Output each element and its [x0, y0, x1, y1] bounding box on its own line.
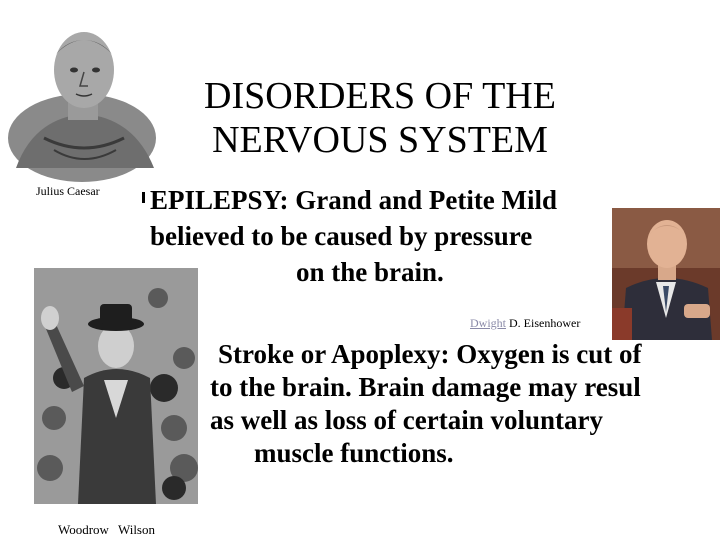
julius-caesar-bust-image — [4, 18, 164, 183]
eisenhower-caption — [470, 316, 580, 331]
woodrow-wilson-photo-image — [34, 268, 198, 504]
epilepsy-text — [150, 182, 670, 290]
caesar-caption: Julius Caesar — [36, 184, 100, 198]
epilepsy-line-3: on the brain. — [296, 257, 444, 287]
epilepsy-line-2: believed to be caused by pressure — [150, 221, 533, 251]
stroke-line-3: as well as loss of certain voluntary — [210, 405, 603, 435]
dwight-link[interactable]: Dwight — [470, 316, 506, 330]
stroke-line-4: muscle functions. — [254, 438, 454, 468]
stroke-text — [210, 338, 720, 470]
stroke-line-1: Stroke or Apoplexy: Oxygen is cut of — [218, 339, 642, 369]
title-line-2: NERVOUS SYSTEM — [212, 119, 548, 161]
eisenhower-portrait-image — [612, 208, 720, 340]
stroke-line-2: to the brain. Brain damage may resul — [210, 372, 641, 402]
eisenhower-name-rest: D. Eisenhower — [506, 316, 581, 330]
bullet-marker — [142, 192, 145, 203]
wilson-caption: Woodrow Wilson — [58, 522, 155, 537]
epilepsy-line-1: EPILEPSY: Grand and Petite Mild — [150, 185, 558, 215]
slide-title — [170, 74, 590, 162]
title-line-1: DISORDERS OF THE — [204, 75, 556, 117]
